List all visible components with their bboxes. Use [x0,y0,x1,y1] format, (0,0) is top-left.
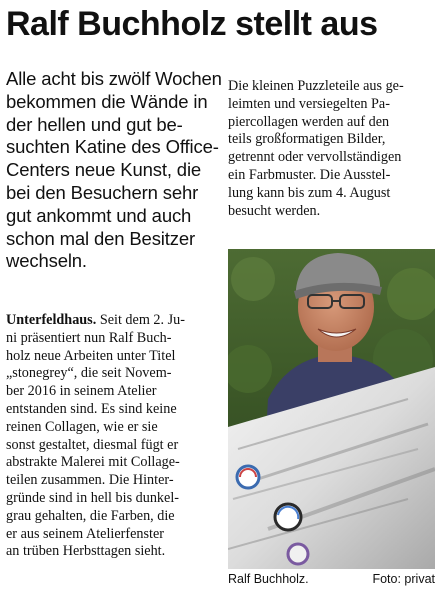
article-headline: Ralf Buchholz stellt aus [6,5,378,43]
body-line: ber 2016 in seinem Atelier [6,383,157,400]
body-line: ni präsentiert nun Ralf Buch- [6,329,172,346]
body-line: entstanden sind. Es sind keine [6,400,177,417]
lead-line: der hellen und gut be- [6,113,183,135]
lead-line: schon mal den Besitzer [6,227,195,249]
body-line: gründe sind in hell bis dunkel- [6,489,179,506]
body-line: er aus seinem Atelierfenster [6,525,164,542]
body-line: holz neue Arbeiten unter Titel [6,347,176,364]
lead-line: bei den Besuchern sehr [6,181,199,203]
body-line: an trüben Herbsttagen sieht. [6,543,166,560]
body-line-text: Seit dem 2. Ju- [96,312,185,328]
body-line: ein Farbmuster. Die Ausstel- [228,166,391,183]
body-line: „stonegrey“, die seit Novem- [6,365,172,382]
body-line: abstrakte Malerei mit Collage- [6,454,180,471]
photo-caption [228,571,435,589]
body-line [6,312,216,330]
caption-text: Ralf Buchholz. [228,572,309,586]
body-line: reinen Collagen, wie er sie [6,418,158,435]
photo-credit: Foto: privat [372,572,435,586]
lead-line: suchten Katine des Office- [6,136,219,158]
body-line: teils großformatigen Bilder, [228,131,386,148]
dateline: Unterfeldhaus. [6,312,97,328]
body-line: lung kann bis zum 4. August [228,184,391,201]
body-line: teilen zusammen. Die Hinter- [6,472,174,489]
lead-line: wechseln. [6,250,87,272]
lead-line: Centers neue Kunst, die [6,159,202,181]
article-lead [6,68,220,273]
article-body-left-column [6,312,216,561]
lead-line: Alle acht bis zwölf Wochen [6,68,222,89]
body-line: Die kleinen Puzzleteile aus ge- [228,78,404,94]
lead-line: gut ankommt und auch [6,204,192,226]
article-body-right-column [228,78,438,220]
body-line: besucht werden. [228,202,321,219]
body-line: leimten und versiegelten Pa- [228,95,390,112]
artist-photo-illustration [228,249,435,569]
lead-line: bekommen die Wände in [6,90,208,112]
body-line: grau gehalten, die Farben, die [6,507,175,524]
body-line: getrennt oder vervollständigen [228,149,402,166]
body-line: piercollagen werden auf den [228,113,390,130]
artist-photo [228,249,435,569]
body-line: sonst gestaltet, diesmal fügt er [6,436,179,453]
